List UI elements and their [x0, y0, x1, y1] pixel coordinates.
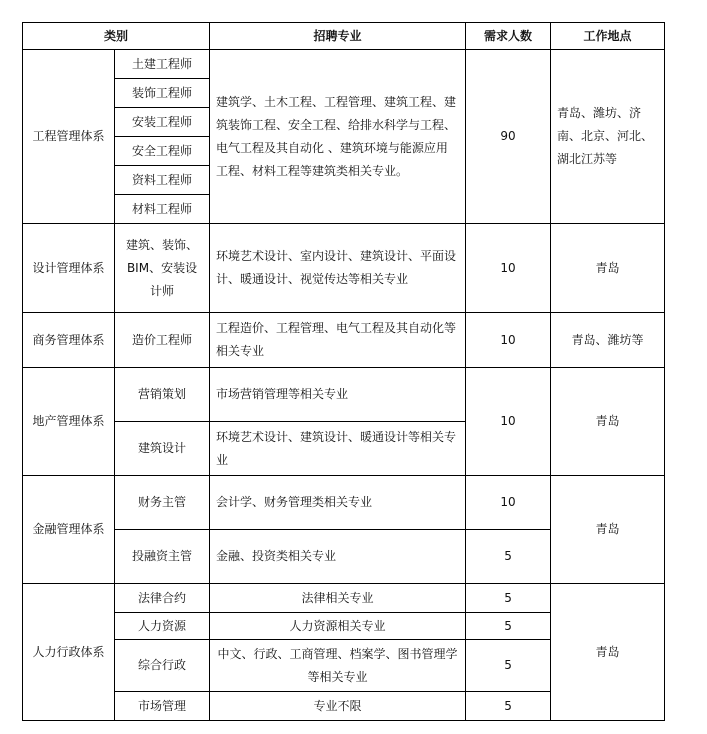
- header-location: 工作地点: [551, 23, 665, 50]
- position-cell: 资料工程师: [115, 166, 210, 195]
- table-row: [23, 313, 665, 368]
- header-category: 类别: [23, 23, 210, 50]
- position-cell: 市场管理: [115, 692, 210, 721]
- position-cell: 建筑、装饰、BIM、安装设计师: [115, 224, 210, 313]
- position-cell: 人力资源: [115, 613, 210, 640]
- position-cell: 建筑设计: [115, 422, 210, 476]
- system-hr: 人力行政体系: [23, 584, 115, 721]
- table-row: [23, 50, 665, 79]
- major-cell: 专业不限: [210, 692, 466, 721]
- count-cell: 5: [466, 530, 551, 584]
- location-design: 青岛: [551, 224, 665, 313]
- position-cell: 财务主管: [115, 476, 210, 530]
- major-commerce: 工程造价、工程管理、电气工程及其自动化等相关专业: [210, 313, 466, 368]
- position-cell: 综合行政: [115, 640, 210, 692]
- major-engineering: 建筑学、土木工程、工程管理、建筑工程、建筑装饰工程、安全工程、给排水科学与工程、电气工程及其自动化 、建筑环境与能源应用工程、材料工程等建筑类相关专业。: [210, 50, 466, 224]
- major-cell: 金融、投资类相关专业: [210, 530, 466, 584]
- table-row: [23, 368, 665, 422]
- table-row: [23, 476, 665, 530]
- position-cell: 土建工程师: [115, 50, 210, 79]
- count-cell: 5: [466, 692, 551, 721]
- header-count: 需求人数: [466, 23, 551, 50]
- table-row: [23, 224, 665, 313]
- table-row: [23, 584, 665, 613]
- position-cell: 投融资主管: [115, 530, 210, 584]
- position-cell: 法律合约: [115, 584, 210, 613]
- count-engineering: 90: [466, 50, 551, 224]
- position-cell: 营销策划: [115, 368, 210, 422]
- position-cell: 材料工程师: [115, 195, 210, 224]
- count-cell: 5: [466, 613, 551, 640]
- count-commerce: 10: [466, 313, 551, 368]
- major-cell: 会计学、财务管理类相关专业: [210, 476, 466, 530]
- count-cell: 10: [466, 476, 551, 530]
- location-commerce: 青岛、潍坊等: [551, 313, 665, 368]
- count-cell: 5: [466, 640, 551, 692]
- count-design: 10: [466, 224, 551, 313]
- system-design: 设计管理体系: [23, 224, 115, 313]
- location-engineering: 青岛、潍坊、济南、北京、河北、湖北江苏等: [551, 50, 665, 224]
- location-realestate: 青岛: [551, 368, 665, 476]
- system-finance: 金融管理体系: [23, 476, 115, 584]
- system-realestate: 地产管理体系: [23, 368, 115, 476]
- position-cell: 装饰工程师: [115, 79, 210, 108]
- position-cell: 造价工程师: [115, 313, 210, 368]
- count-cell: 5: [466, 584, 551, 613]
- location-hr: 青岛: [551, 584, 665, 721]
- header-major: 招聘专业: [210, 23, 466, 50]
- major-cell: 中文、行政、工商管理、档案学、图书管理学等相关专业: [210, 640, 466, 692]
- major-cell: 环境艺术设计、建筑设计、暖通设计等相关专业: [210, 422, 466, 476]
- major-cell: 法律相关专业: [210, 584, 466, 613]
- position-cell: 安全工程师: [115, 137, 210, 166]
- position-cell: 安装工程师: [115, 108, 210, 137]
- system-commerce: 商务管理体系: [23, 313, 115, 368]
- major-cell: 市场营销管理等相关专业: [210, 368, 466, 422]
- major-design: 环境艺术设计、室内设计、建筑设计、平面设计、暖通设计、视觉传达等相关专业: [210, 224, 466, 313]
- system-engineering: 工程管理体系: [23, 50, 115, 224]
- location-finance: 青岛: [551, 476, 665, 584]
- header-row: [23, 23, 665, 50]
- recruitment-table: [22, 22, 665, 721]
- major-cell: 人力资源相关专业: [210, 613, 466, 640]
- count-realestate: 10: [466, 368, 551, 476]
